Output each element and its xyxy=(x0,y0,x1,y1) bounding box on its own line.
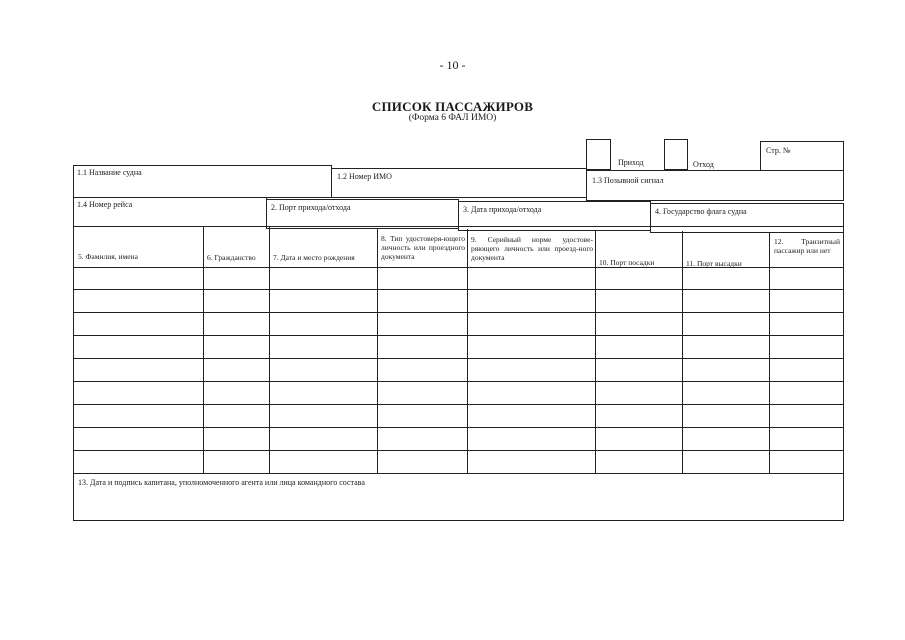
flag-state-label: 4. Государство флага судна xyxy=(655,207,747,216)
column-header-name: 5. Фамилия, имена xyxy=(78,252,138,261)
page-number-label: Стр. № xyxy=(766,146,791,155)
imo-number-label: 1.2 Номер ИМО xyxy=(337,172,392,181)
arrival-label: Приход xyxy=(618,158,644,167)
departure-label: Отход xyxy=(693,160,714,169)
ship-name-label: 1.1 Название судна xyxy=(77,168,142,177)
column-header-transit: 12. Транзитный пассажир или нет xyxy=(774,237,840,255)
column-header-citizenship: 6. Гражданство xyxy=(207,253,256,262)
page-number: - 10 - xyxy=(439,58,466,72)
form-subtitle: (Форма 6 ФАЛ ИМО) xyxy=(408,113,497,123)
column-header-birth: 7. Дата и место рождения xyxy=(273,253,355,262)
page-title: СПИСОК ПАССАЖИРОВ xyxy=(371,99,534,114)
column-header-embark-port: 10. Порт посадки xyxy=(599,258,655,267)
column-header-doc-type: 8. Тип удостоверя-ющего личность или проездного документа xyxy=(381,234,465,261)
voyage-number-label: 1.4 Номер рейса xyxy=(77,200,133,209)
date-label: 3. Дата прихода/отхода xyxy=(463,205,542,214)
signature-label: 13. Дата и подпись капитана, уполномоченного агента или лица командного состава xyxy=(78,478,365,487)
call-sign-label: 1.3 Позывной сигнал xyxy=(592,176,664,185)
column-header-doc-serial: 9. Серийный норме удостове-ряющего личность или проезд-ного документа xyxy=(471,235,593,262)
port-label: 2. Порт прихода/отхода xyxy=(271,203,351,212)
column-header-disembark-port: 11. Порт высадки xyxy=(686,259,742,268)
